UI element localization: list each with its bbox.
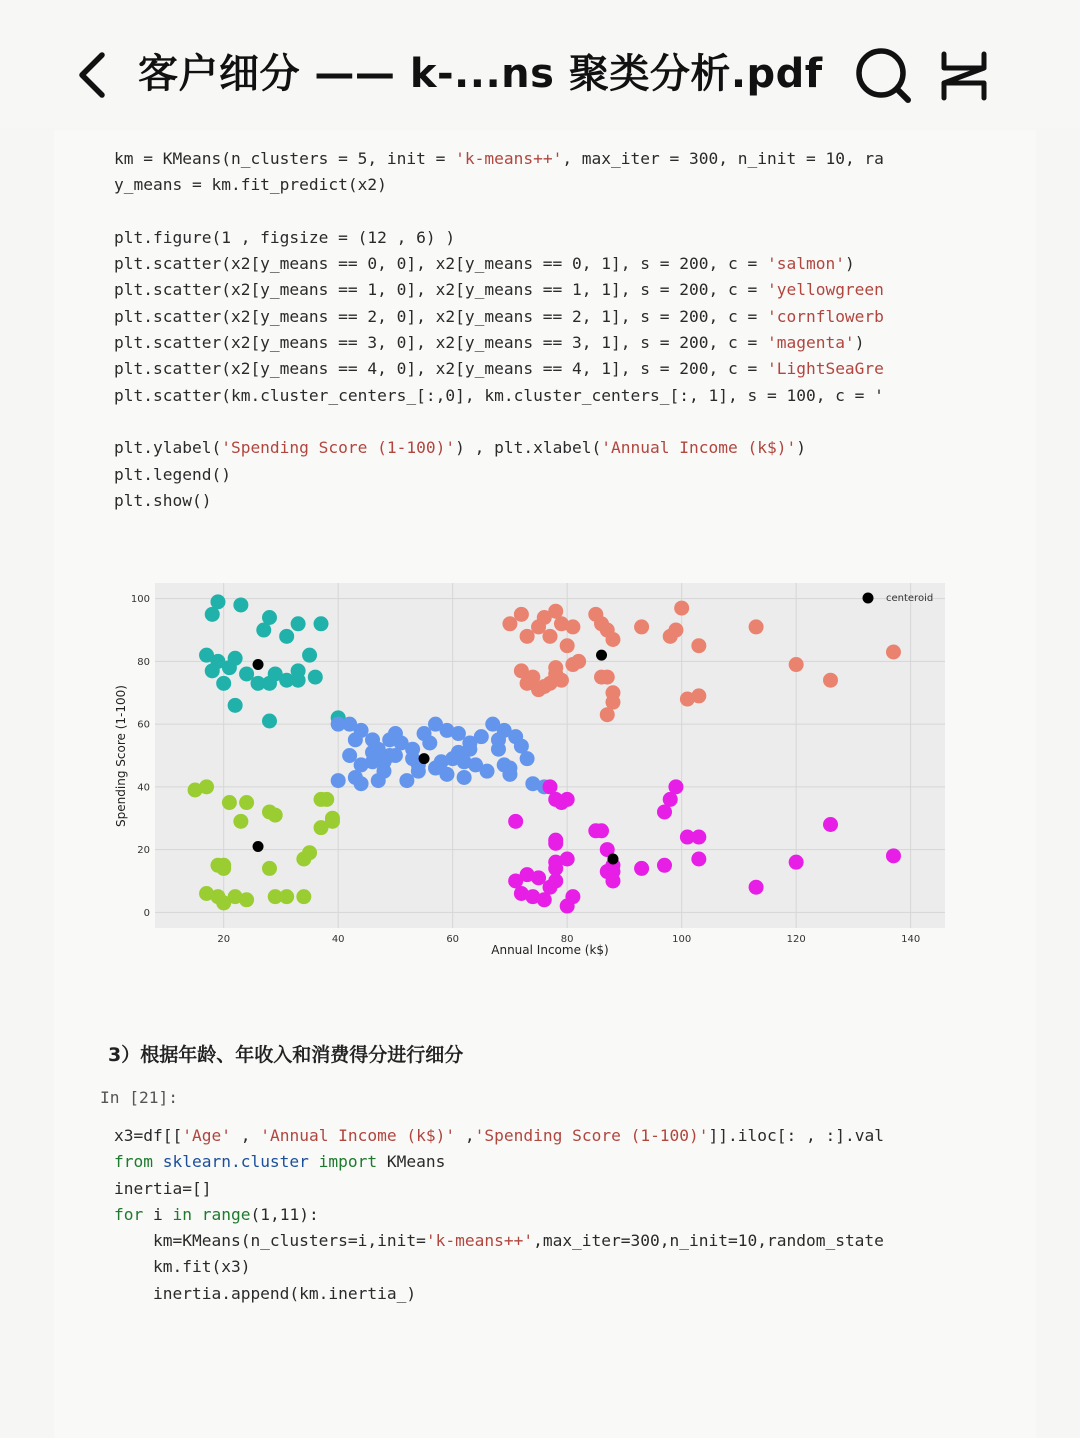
code-line — [114, 462, 944, 488]
x-tick-label: 100 — [672, 934, 692, 945]
code-token: (1,11): — [250, 1204, 319, 1224]
code-token: 'Spending Score (1-100)' — [474, 1126, 709, 1145]
scatter-point-magenta — [691, 852, 706, 867]
scatter-point-lightseagreen — [233, 597, 248, 612]
code-line — [114, 146, 944, 172]
scatter-point-yellowgreen — [239, 795, 254, 810]
x-axis-label: Annual Income (k$) — [491, 943, 609, 957]
code-token: plt.legend() — [114, 464, 231, 484]
x-tick-label: 20 — [217, 934, 231, 945]
scatter-point-yellowgreen — [199, 779, 214, 794]
code-token: plt.scatter(x2[y_means == 1, 0], x2[y_means == 1, 1], s = 200, c = — [114, 280, 767, 300]
scatter-point-cornflowerblue — [405, 742, 420, 757]
scatter-point-cornflowerblue — [388, 726, 403, 741]
scatter-point-cornflowerblue — [371, 773, 386, 788]
centroid-point — [253, 659, 264, 670]
code-line — [114, 488, 944, 514]
scatter-point-lightseagreen — [205, 663, 220, 678]
scatter-point-lightseagreen — [302, 648, 317, 663]
code-token: inertia=[] — [114, 1178, 212, 1198]
x-tick-label: 80 — [560, 934, 574, 945]
scatter-point-magenta — [886, 848, 901, 863]
code-line — [114, 356, 944, 382]
code-block-clustering — [114, 146, 944, 514]
scatter-point-salmon — [554, 673, 569, 688]
code-token: x3=df[[ — [114, 1126, 183, 1145]
code-token: 'Spending Score (1-100)' — [221, 438, 456, 458]
scatter-point-yellowgreen — [302, 845, 317, 860]
code-token: 'k-means++' — [455, 149, 563, 168]
code-token: 'Age' — [182, 1126, 231, 1145]
code-block-3d-features — [114, 1123, 944, 1307]
x-tick-label: 140 — [901, 934, 921, 945]
code-line — [114, 1254, 944, 1280]
scatter-point-yellowgreen — [222, 795, 237, 810]
code-token: plt.scatter(km.cluster_centers_[:,0], km.cluster_centers_[:, 1], s = 100, c = ' — [114, 385, 884, 405]
scatter-point-cornflowerblue — [331, 773, 346, 788]
y-tick-label: 100 — [130, 594, 150, 606]
scatter-point-cornflowerblue — [365, 754, 380, 769]
scatter-point-salmon — [691, 638, 706, 653]
legend-marker-centroid — [863, 593, 874, 604]
scatter-point-yellowgreen — [314, 820, 329, 835]
y-tick-label: 60 — [137, 719, 150, 731]
x-tick-label: 60 — [446, 934, 460, 945]
scatter-point-magenta — [691, 830, 706, 845]
code-line — [114, 409, 944, 435]
scatter-point-lightseagreen — [205, 607, 220, 622]
scatter-point-cornflowerblue — [428, 717, 443, 732]
scatter-point-salmon — [560, 638, 575, 653]
scatter-point-cornflowerblue — [457, 770, 472, 785]
scatter-point-lightseagreen — [228, 651, 243, 666]
scatter-point-lightseagreen — [308, 670, 323, 685]
code-token — [153, 1152, 163, 1171]
scatter-point-magenta — [594, 823, 609, 838]
code-line — [114, 1281, 944, 1307]
code-line — [114, 225, 944, 251]
scatter-point-salmon — [565, 619, 580, 634]
scatter-point-salmon — [514, 607, 529, 622]
scatter-point-cornflowerblue — [462, 735, 477, 750]
centroid-point — [607, 854, 618, 865]
code-line — [114, 330, 944, 356]
code-token: 'Annual Income (k$)' — [601, 438, 797, 458]
scatter-point-magenta — [605, 873, 620, 888]
x-tick-label: 40 — [331, 934, 345, 945]
scatter-point-cornflowerblue — [354, 776, 369, 791]
y-tick-label: 40 — [137, 782, 150, 794]
scatter-point-yellowgreen — [216, 861, 231, 876]
scatter-point-yellowgreen — [279, 889, 294, 904]
scatter-point-yellowgreen — [268, 808, 283, 823]
scatter-point-cornflowerblue — [422, 735, 437, 750]
code-line — [114, 1123, 944, 1149]
cell-prompt: In [21]: — [100, 1088, 178, 1107]
code-token — [192, 1205, 202, 1224]
scatter-point-magenta — [823, 817, 838, 832]
scatter-point-yellowgreen — [233, 814, 248, 829]
code-token: 'LightSeaGre — [766, 359, 884, 379]
x-tick-label: 120 — [786, 934, 806, 945]
code-token: 'salmon' — [766, 254, 845, 274]
code-line — [114, 1228, 944, 1254]
scatter-point-salmon — [571, 654, 586, 669]
code-token: ,max_iter=300,n_init=10,random_state — [533, 1231, 884, 1251]
scatter-point-magenta — [749, 880, 764, 895]
code-token: 'yellowgreen — [766, 280, 884, 300]
code-token: plt.scatter(x2[y_means == 2, 0], x2[y_means == 2, 1], s = 200, c = — [114, 306, 767, 326]
code-line — [114, 383, 944, 409]
code-token: ) — [844, 254, 855, 274]
scatter-point-cornflowerblue — [439, 767, 454, 782]
document-title: 客户细分 —— k-...ns 聚类分析.pdf — [138, 51, 823, 97]
code-token: import — [318, 1152, 378, 1172]
scatter-point-yellowgreen — [319, 792, 334, 807]
scatter-point-salmon — [605, 695, 620, 710]
scatter-point-magenta — [657, 858, 672, 873]
code-token: ) , plt.xlabel( — [455, 438, 602, 458]
scatter-point-cornflowerblue — [342, 748, 357, 763]
scatter-point-magenta — [789, 855, 804, 870]
y-tick-label: 0 — [143, 907, 150, 919]
code-line — [114, 1176, 944, 1202]
centroid-point — [253, 841, 264, 852]
code-line — [114, 1202, 944, 1228]
scatter-point-cornflowerblue — [502, 767, 517, 782]
centroid-point — [596, 650, 607, 661]
scatter-point-lightseagreen — [228, 698, 243, 713]
scatter-point-salmon — [634, 619, 649, 634]
code-token: , — [230, 1126, 261, 1145]
scatter-point-salmon — [691, 688, 706, 703]
code-token: KMeans — [377, 1152, 446, 1172]
code-token: plt.ylabel( — [114, 438, 222, 458]
scatter-point-magenta — [560, 852, 575, 867]
scatter-point-magenta — [668, 779, 683, 794]
scatter-point-cornflowerblue — [480, 764, 495, 779]
scatter-point-magenta — [634, 861, 649, 876]
scatter-point-magenta — [565, 889, 580, 904]
scatter-point-salmon — [674, 601, 689, 616]
scatter-point-yellowgreen — [296, 889, 311, 904]
code-line — [114, 277, 944, 303]
code-line — [114, 1149, 944, 1175]
code-token: plt.figure(1 , figsize = (12 , 6) ) — [114, 227, 456, 247]
code-token: km=KMeans(n_clusters=i,init= — [114, 1231, 426, 1251]
scatter-point-salmon — [600, 670, 615, 685]
code-line — [114, 435, 944, 461]
search-icon — [852, 46, 914, 104]
code-token: km.fit(x3) — [114, 1257, 251, 1277]
scatter-point-lightseagreen — [262, 714, 277, 729]
scatter-point-yellowgreen — [262, 861, 277, 876]
code-token: plt.scatter(x2[y_means == 4, 0], x2[y_means == 4, 1], s = 200, c = — [114, 359, 767, 379]
code-token: , max_iter = 300, n_init = 10, ra — [562, 149, 884, 168]
code-token: from — [114, 1152, 153, 1172]
y-axis-label: Spending Score (1-100) — [114, 685, 128, 827]
search-button[interactable] — [852, 46, 914, 104]
code-token: ) — [796, 438, 806, 458]
scatter-point-magenta — [548, 792, 563, 807]
code-token: 'k-means++' — [425, 1231, 534, 1251]
scatter-point-lightseagreen — [314, 616, 329, 631]
scatter-point-cornflowerblue — [497, 723, 512, 738]
centroid-point — [419, 753, 430, 764]
scatter-point-salmon — [749, 619, 764, 634]
code-token: range — [201, 1204, 251, 1224]
code-token: 'magenta' — [766, 333, 855, 353]
section-heading: 3）根据年龄、年收入和消费得分进行细分 — [108, 1044, 464, 1066]
code-token: 'cornflowerb — [766, 306, 884, 326]
code-token: inertia.append(km.inertia_) — [114, 1283, 417, 1303]
code-token: in — [172, 1204, 192, 1224]
menu-button[interactable] — [936, 50, 992, 102]
scatter-point-lightseagreen — [279, 629, 294, 644]
code-token: , — [455, 1126, 475, 1145]
code-line — [114, 172, 944, 198]
code-token: ) — [854, 333, 865, 353]
y-tick-label: 20 — [137, 845, 150, 857]
scatter-point-salmon — [886, 645, 901, 660]
scatter-point-cornflowerblue — [520, 751, 535, 766]
scatter-point-cornflowerblue — [399, 773, 414, 788]
scatter-point-salmon — [605, 632, 620, 647]
scatter-point-magenta — [548, 836, 563, 851]
legend-label-centroid: centeroid — [886, 593, 934, 604]
scatter-chart — [100, 570, 960, 970]
code-line — [114, 251, 944, 277]
scatter-point-salmon — [789, 657, 804, 672]
scatter-point-magenta — [508, 814, 523, 829]
code-token: plt.scatter(x2[y_means == 0, 0], x2[y_means == 0, 1], s = 200, c = — [114, 254, 767, 274]
code-token: ]].iloc[: , :].val — [708, 1126, 884, 1145]
y-tick-label: 80 — [137, 656, 150, 668]
scatter-point-lightseagreen — [256, 623, 271, 638]
scatter-point-salmon — [823, 673, 838, 688]
code-token — [309, 1152, 319, 1171]
code-token: y_means = km.fit_predict(x2) — [114, 175, 387, 195]
code-token: km = KMeans(n_clusters = 5, init = — [114, 149, 456, 168]
code-token: for — [114, 1204, 144, 1224]
code-token: i — [143, 1204, 173, 1224]
top-bar — [0, 0, 1080, 128]
back-button[interactable] — [70, 48, 120, 102]
menu-icon — [936, 50, 992, 102]
scatter-point-salmon — [543, 629, 558, 644]
scatter-point-lightseagreen — [216, 676, 231, 691]
chevron-left-icon — [70, 48, 120, 102]
code-line — [114, 199, 944, 225]
scatter-point-lightseagreen — [291, 663, 306, 678]
scatter-point-yellowgreen — [228, 889, 243, 904]
scatter-point-salmon — [668, 623, 683, 638]
code-token: 'Annual Income (k$)' — [260, 1126, 456, 1145]
scatter-point-cornflowerblue — [382, 748, 397, 763]
code-line — [114, 304, 944, 330]
code-token: plt.show() — [114, 490, 212, 510]
code-token: plt.scatter(x2[y_means == 3, 0], x2[y_means == 3, 1], s = 200, c = — [114, 333, 767, 353]
code-token: sklearn.cluster — [162, 1152, 309, 1172]
scatter-point-lightseagreen — [291, 616, 306, 631]
